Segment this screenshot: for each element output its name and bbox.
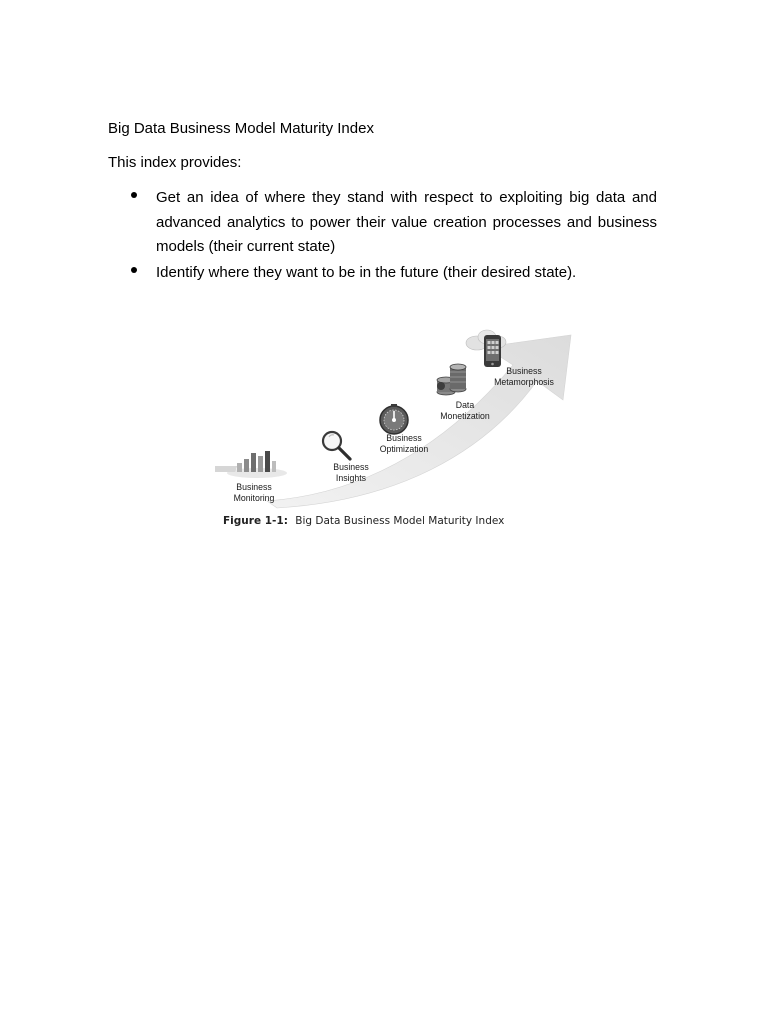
stage-label-line: Monetization	[440, 410, 490, 422]
bullet-icon	[131, 267, 137, 273]
stage-label-line: Business	[506, 366, 542, 377]
page-title: Big Data Business Model Maturity Index	[108, 120, 374, 137]
stage-label-line: Data	[455, 400, 475, 411]
figure-caption-text: Big Data Business Model Maturity Index	[295, 515, 505, 527]
stage-label-line: Metamorphosis	[494, 376, 554, 388]
stage-label-line: Optimization	[379, 443, 429, 455]
bullet-text: Get an idea of where they stand with respect to exploiting big data and advanced analytics to power their value creation processes and business models (their current state)	[156, 189, 657, 255]
bar-chart-icon	[215, 451, 287, 478]
stage-label-optimization	[372, 434, 436, 455]
stage-label-metamorphosis	[486, 367, 561, 388]
stage-label-monitoring	[225, 483, 284, 504]
bullet-list	[0, 188, 768, 288]
coins-icon	[437, 364, 466, 395]
list-item	[0, 186, 768, 260]
stage-label-line: Business	[386, 433, 422, 444]
figure-caption-label: Figure 1-1:	[223, 515, 288, 527]
magnifier-icon	[323, 432, 350, 459]
gauge-icon	[380, 404, 408, 434]
maturity-index-figure	[215, 325, 580, 537]
stage-label-line: Business	[236, 482, 272, 493]
figure-caption	[223, 515, 504, 528]
stage-label-line: Business	[333, 462, 369, 473]
stage-label-insights	[322, 463, 381, 484]
bullet-icon	[131, 192, 137, 198]
smartphone-cloud-icon	[466, 330, 506, 367]
growth-arrow	[267, 335, 571, 508]
stage-label-line: Insights	[335, 472, 367, 484]
stage-label-line: Monitoring	[233, 492, 275, 504]
bullet-text: Identify where they want to be in the future (their desired state).	[156, 263, 577, 281]
list-item	[0, 261, 768, 286]
intro-text: This index provides:	[108, 154, 242, 171]
stage-label-monetization	[433, 401, 497, 422]
maturity-diagram	[215, 325, 580, 537]
